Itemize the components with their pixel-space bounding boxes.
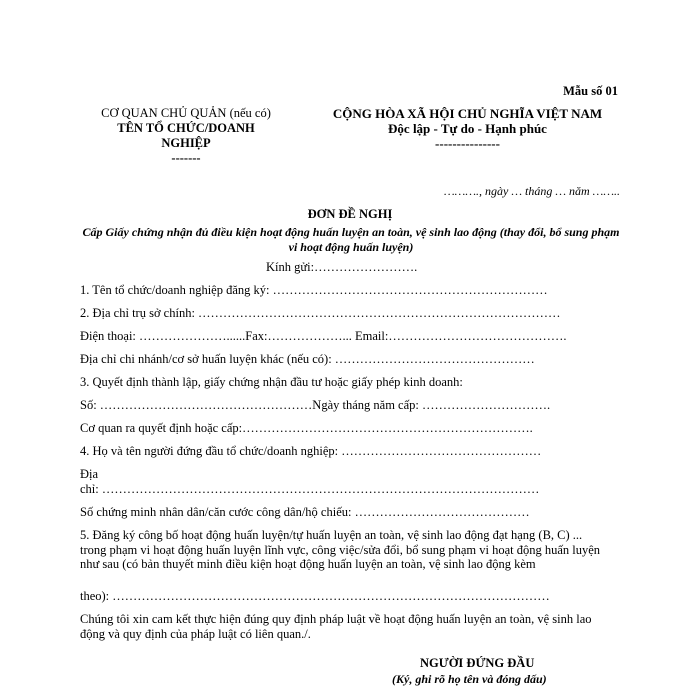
field-id-number: Số chứng minh nhân dân/căn cước công dân/hộ chiếu: …………………………………… [80,505,530,519]
field-head-office-address: 2. Địa chỉ trụ sở chính: …………………………………………………………………………… [80,306,561,320]
field-decision-number: Số: ……………………………………………Ngày tháng năm cấp: …………………………. [80,398,551,412]
field-establishment-decision: 3. Quyết định thành lập, giấy chứng nhận đầu tư hoặc giấy phép kinh doanh: [80,375,463,389]
issuing-organization-header [76,106,296,166]
organization-name-line: TÊN TỔ CHỨC/DOANH [117,121,255,135]
national-header [305,106,630,151]
field-organization-name: 1. Tên tổ chức/doanh nghiệp đăng ký: ………………………………………………………… [80,283,548,297]
signer-title: NGƯỜI ĐỨNG ĐẦU [420,656,535,670]
national-motto: Độc lập - Tự do - Hạnh phúc [388,121,547,136]
signature-note: (Ký, ghi rõ họ tên và đóng dấu) [392,672,547,686]
document-subtitle: Cấp Giấy chứng nhận đủ điều kiện hoạt động huấn luyện an toàn, vệ sinh lao động (thay đổi, bổ sung phạm vi hoạt động huấn luyện) [82,225,620,254]
parent-agency-line: CƠ QUAN CHỦ QUẢN (nếu có) [101,106,271,120]
header-divider-left: ------- [171,151,201,165]
field-branch-address: Địa chỉ chi nhánh/cơ sở huấn luyện khác (nếu có): ………………………………………… [80,352,535,366]
date-line: ………., ngày … tháng … năm …….. [443,184,620,198]
form-number: Mẫu số 01 [563,84,618,98]
field-registration: 5. Đăng ký công bố hoạt động huấn luyện/tự huấn luyện an toàn, vệ sinh lao động đạt hạng (B, C) ... trong phạm vi hoạt động huấn luyện lĩnh vực, công việc/sửa đổi, bổ sung phạm vi hoạt động huấn luyện như sau (có bản thuyết minh điều kiện hoạt động huấn luyện an toàn, vệ sinh lao động kèm [80,528,601,571]
field-head-person: 4. Họ và tên người đứng đầu tổ chức/doanh nghiệp: ………………………………………… [80,444,542,458]
recipient-line: Kính gửi:……………………. [266,260,418,274]
field-contact: Điện thoại: …………………......Fax:………………... Email:……………………………………. [80,329,567,343]
field-issuing-agency: Cơ quan ra quyết định hoặc cấp:……………………………………………………………. [80,421,533,435]
field-registration-end: theo): …………………………………………………………………………………………… [80,589,550,603]
organization-name-line-2: NGHIỆP [161,136,211,150]
commitment-text: Chúng tôi xin cam kết thực hiện đúng quy định pháp luật về hoạt động huấn luyện an toàn, vệ sinh lao động và quy định của pháp luật có liên quan./. [80,612,592,641]
header-divider-right: --------------- [435,136,500,151]
country-name: CỘNG HÒA XÃ HỘI CHỦ NGHĨA VIỆT NAM [332,106,603,121]
field-address-label: Địa [80,467,99,481]
document-title: ĐƠN ĐỀ NGHỊ [307,207,393,221]
field-address: chỉ: …………………………………………………………………………………………… [80,482,540,496]
